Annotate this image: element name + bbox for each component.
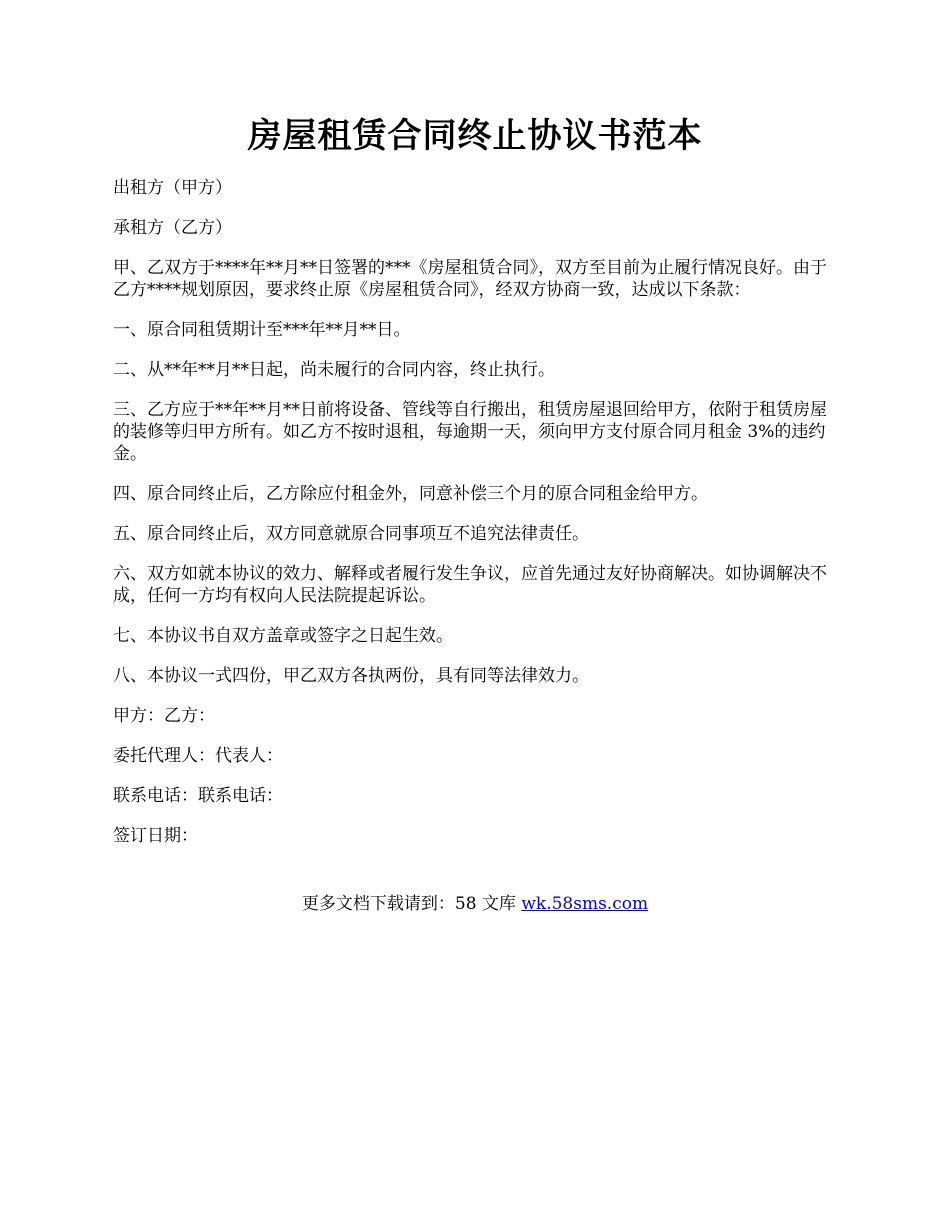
clause-4: 四、原合同终止后，乙方除应付租金外，同意补偿三个月的原合同租金给甲方。 [113, 484, 708, 504]
clause-3: 三、乙方应于**年**月**日前将设备、管线等自行搬出，租赁房屋退回给甲方，依附于租赁房屋的装修等归甲方所有。如乙方不按时退租，每逾期一天，须向甲方支付原合同月租金 3%的违约金。 [113, 400, 827, 464]
clause-1: 一、原合同租赁期计至***年**月**日。 [113, 320, 411, 340]
signature-phones: 联系电话：联系电话： [113, 786, 283, 806]
clause-2: 二、从**年**月**日起，尚未履行的合同内容，终止执行。 [113, 360, 555, 380]
clause-6: 六、双方如就本协议的效力、解释或者履行发生争议，应首先通过友好协商解决。如协调解决不成，任何一方均有权向人民法院提起诉讼。 [113, 564, 827, 606]
clause-5: 五、原合同终止后，双方同意就原合同事项互不追究法律责任。 [113, 524, 589, 544]
paragraph-preamble: 甲、乙双方于****年**月**日签署的***《房屋租赁合同》，双方至目前为止履行情况良好。由于乙方****规划原因，要求终止原《房屋租赁合同》，经双方协商一致，达成以下条款： [113, 258, 827, 300]
footer-link[interactable]: wk.58sms.com [521, 894, 649, 914]
signature-agents: 委托代理人：代表人： [113, 746, 283, 766]
document-body [113, 177, 840, 865]
signature-parties: 甲方：乙方： [113, 706, 215, 726]
paragraph-lessee: 承租方（乙方） [113, 218, 232, 238]
document-title: 房屋租赁合同终止协议书范本 [247, 116, 703, 156]
footer-text: 更多文档下载请到：58 文库 [301, 894, 522, 914]
footer [0, 893, 950, 915]
signature-date: 签订日期： [113, 826, 198, 846]
clause-7: 七、本协议书自双方盖章或签字之日起生效。 [113, 626, 453, 646]
paragraph-lessor: 出租方（甲方） [113, 178, 232, 198]
clause-8: 八、本协议一式四份，甲乙双方各执两份，具有同等法律效力。 [113, 666, 589, 686]
